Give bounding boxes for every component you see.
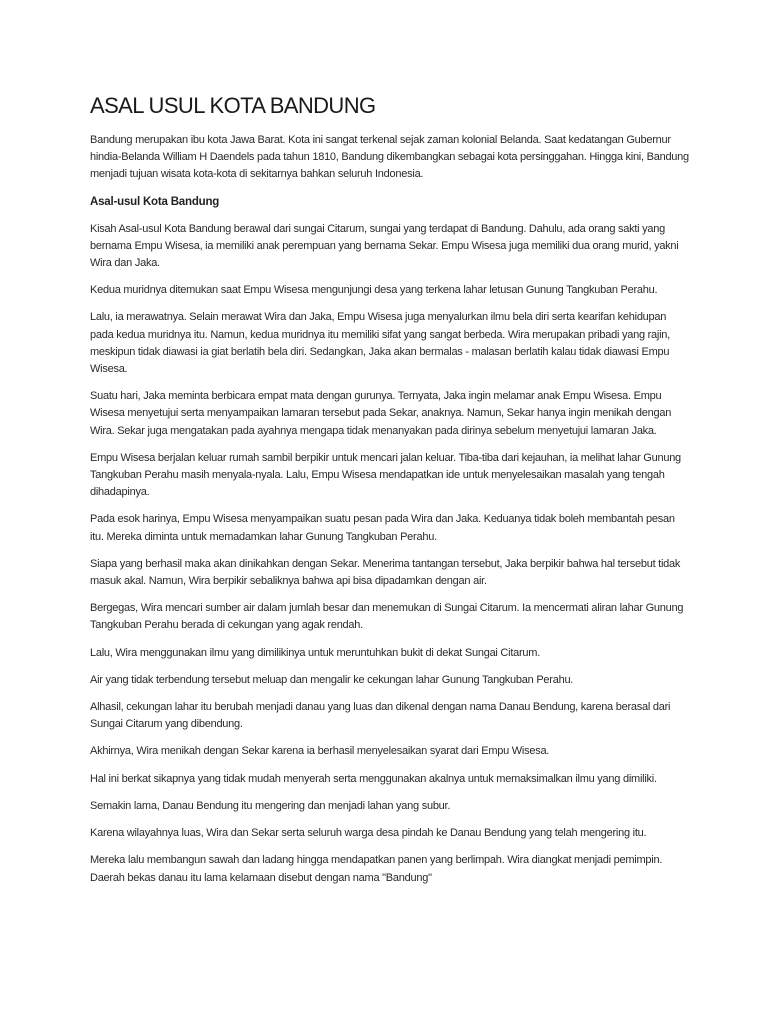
intro-paragraph: Bandung merupakan ibu kota Jawa Barat. Kota ini sangat terkenal sejak zaman kolonial Belanda. Saat kedatangan Gubernur hindia-Belanda William H Daendels pada tahun 1810, Bandung dikembangkan sebagai kota persinggahan. Hingga kini, Bandung menjadi tujuan wisata kota-kota di sekitarnya bahkan seluruh Indonesia. (90, 134, 689, 181)
story-paragraph: Lalu, ia merawatnya. Selain merawat Wira dan Jaka, Empu Wisesa juga menyalurkan ilmu bela diri serta kearifan kehidupan pada kedua muridnya itu. Namun, kedua muridnya itu memiliki sifat yang sangat berbeda. Wira merupakan pribadi yang rajin, meskipun tidak diawasi ia giat berlatih bela diri. Sedangkan, Jaka akan bermalas - malasan berlatih kalau tidak diawasi Empu Wisesa. (90, 311, 670, 376)
story-paragraph: Empu Wisesa berjalan keluar rumah sambil berpikir untuk mencari jalan keluar. Tiba-tiba dari kejauhan, ia melihat lahar Gunung Tangkuban Perahu masih menyala-nyala. Lalu, Empu Wisesa mendapatkan ide untuk menyelesaikan masalah yang tengah dihadapinya. (90, 451, 681, 499)
story-paragraph: Mereka lalu membangun sawah dan ladang hingga mendapatkan panen yang berlimpah. Wira diangkat menjadi pemimpin. Daerah bekas danau itu lama kelamaan disebut dengan nama "Bandung" (90, 854, 663, 884)
story-paragraph: Kedua muridnya ditemukan saat Empu Wisesa mengunjungi desa yang terkena lahar letusan Gunung Tangkuban Perahu. (90, 284, 658, 297)
story-paragraph: Bergegas, Wira mencari sumber air dalam jumlah besar dan menemukan di Sungai Citarum. Ia mencermati aliran lahar Gunung Tangkuban Perahu berada di cekungan yang agak rendah. (90, 602, 684, 632)
story-paragraph: Alhasil, cekungan lahar itu berubah menjadi danau yang luas dan dikenal dengan nama Danau Bendung, karena berasal dari Sungai Citarum yang dibendung. (90, 701, 671, 731)
story-paragraph: Lalu, Wira menggunakan ilmu yang dimilikinya untuk meruntuhkan bukit di dekat Sungai Citarum. (90, 646, 540, 659)
story-paragraph: Pada esok harinya, Empu Wisesa menyampaikan suatu pesan pada Wira dan Jaka. Keduanya tidak boleh membantah pesan itu. Mereka diminta untuk memadamkan lahar Gunung Tangkuban Perahu. (90, 513, 675, 543)
story-paragraph: Kisah Asal-usul Kota Bandung berawal dari sungai Citarum, sungai yang terdapat di Bandung. Dahulu, ada orang sakti yang bernama Empu Wisesa, ia memiliki anak perempuan yang bernama Sekar. Empu Wisesa juga memiliki dua orang murid, yakni Wira dan Jaka. (90, 222, 679, 270)
story-paragraph: Semakin lama, Danau Bendung itu mengering dan menjadi lahan yang subur. (90, 799, 451, 812)
story-paragraph: Karena wilayahnya luas, Wira dan Sekar serta seluruh warga desa pindah ke Danau Bendung yang telah mengering itu. (90, 827, 647, 840)
story-paragraph: Hal ini berkat sikapnya yang tidak mudah menyerah serta menggunakan akalnya untuk memaksimalkan ilmu yang dimiliki. (90, 772, 657, 785)
page-title: ASAL USUL KOTA BANDUNG (90, 93, 376, 118)
section-heading: Asal-usul Kota Bandung (90, 195, 220, 208)
story-paragraph: Air yang tidak terbendung tersebut meluap dan mengalir ke cekungan lahar Gunung Tangkuban Perahu. (90, 673, 574, 686)
document-body (90, 92, 690, 897)
story-paragraph: Siapa yang berhasil maka akan dinikahkan dengan Sekar. Menerima tantangan tersebut, Jaka berpikir bahwa hal tersebut tidak masuk akal. Namun, Wira berpikir sebaliknya bahwa api bisa dipadamkan dengan air. (90, 557, 681, 588)
story-paragraph: Akhirnya, Wira menikah dengan Sekar karena ia berhasil menyelesaikan syarat dari Empu Wisesa. (90, 745, 550, 758)
story-paragraph: Suatu hari, Jaka meminta berbicara empat mata dengan gurunya. Ternyata, Jaka ingin melamar anak Empu Wisesa. Empu Wisesa menyetujui serta menyampaikan lamaran tersebut pada Sekar, anaknya. Namun, Sekar hanya ingin menikah dengan Wira. Sekar juga mengatakan pada ayahnya mengapa tidak menanyakan pada dirinya sebelum menyetujui lamaran Jaka. (90, 390, 672, 437)
